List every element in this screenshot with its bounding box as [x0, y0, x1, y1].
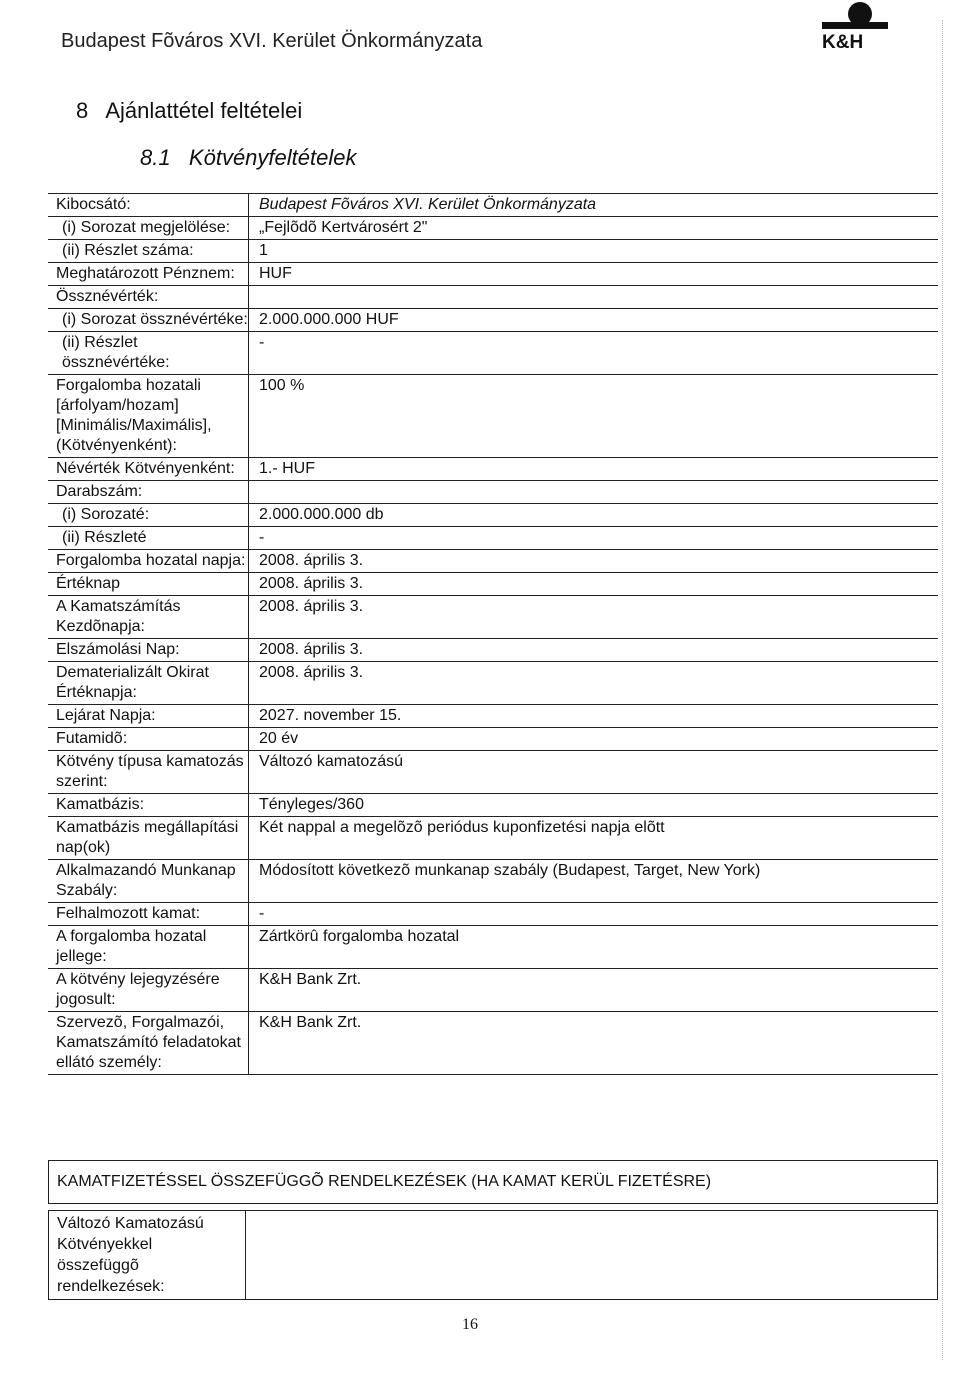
table-row [48, 217, 938, 240]
row-value: 2.000.000.000 db [249, 504, 939, 527]
table-row [49, 1211, 938, 1300]
row-label: A Kamatszámítás Kezdõnapja: [48, 596, 249, 639]
row-label: Kamatbázis megállapítási nap(ok) [48, 817, 249, 860]
table-row [48, 309, 938, 332]
table-row [48, 903, 938, 926]
row-value: Két nappal a megelõzõ periódus kuponfizetési napja elõtt [249, 817, 939, 860]
row-value: - [249, 527, 939, 550]
logo-bar-icon [822, 22, 888, 29]
row-label: Elszámolási Nap: [48, 639, 249, 662]
table-row [48, 332, 938, 375]
header-title: Budapest Fõváros XVI. Kerület Önkormányzata [61, 30, 483, 52]
table-row [48, 817, 938, 860]
row-value: „Fejlõdõ Kertvárosért 2" [249, 217, 939, 240]
row-label: (i) Sorozat össznévértéke: [48, 309, 249, 332]
section-subheading: 8.1 Kötvényfeltételek [140, 145, 357, 170]
row-value: 100 % [249, 375, 939, 458]
row-value: 2008. április 3. [249, 573, 939, 596]
row-label: Kötvény típusa kamatozás szerint: [48, 751, 249, 794]
row-value: - [249, 903, 939, 926]
row-label: Kibocsátó: [48, 194, 249, 217]
table-row [48, 596, 938, 639]
row-label: Kamatbázis: [48, 794, 249, 817]
table-row [48, 375, 938, 458]
row-value: Zártkörû forgalomba hozatal [249, 926, 939, 969]
table-row [48, 286, 938, 309]
table-row [48, 662, 938, 705]
table-row [48, 240, 938, 263]
row-label: (ii) Részlet össznévértéke: [48, 332, 249, 375]
bond-terms-table [48, 193, 938, 1075]
row-label: Meghatározott Pénznem: [48, 263, 249, 286]
table-row [48, 550, 938, 573]
row-label: Össznévérték: [48, 286, 249, 309]
row-label: (ii) Részleté [48, 527, 249, 550]
row-value: K&H Bank Zrt. [249, 969, 939, 1012]
row-label: (i) Sorozat megjelölése: [48, 217, 249, 240]
table-row [48, 969, 938, 1012]
row-label: Forgalomba hozatal napja: [48, 550, 249, 573]
table-row [48, 263, 938, 286]
row-value: HUF [249, 263, 939, 286]
row-value: 2008. április 3. [249, 662, 939, 705]
row-label: Névérték Kötvényenként: [48, 458, 249, 481]
logo-text: K&H [822, 32, 864, 53]
row-label: Felhalmozott kamat: [48, 903, 249, 926]
table-row [48, 458, 938, 481]
row-value: Budapest Fõváros XVI. Kerület Önkormányzata [249, 194, 939, 217]
row-value: K&H Bank Zrt. [249, 1012, 939, 1075]
row-value: Tényleges/360 [249, 794, 939, 817]
table-row [48, 705, 938, 728]
row-label: A forgalomba hozatal jellege: [48, 926, 249, 969]
table-row [48, 1012, 938, 1075]
table-row [48, 860, 938, 903]
row-label: Dematerializált Okirat Értéknapja: [48, 662, 249, 705]
row-value: Módosított következõ munkanap szabály (Budapest, Target, New York) [249, 860, 939, 903]
row-label: Értéknap [48, 573, 249, 596]
row-value: 2008. április 3. [249, 550, 939, 573]
row-value: 2008. április 3. [249, 639, 939, 662]
page-number: 16 [462, 1316, 478, 1333]
row-value: Változó kamatozású [249, 751, 939, 794]
table-row [48, 751, 938, 794]
table-row [48, 481, 938, 504]
table-row [48, 639, 938, 662]
row-value: 2008. április 3. [249, 596, 939, 639]
row-value [249, 286, 939, 309]
row-value: 20 év [249, 728, 939, 751]
row-value: 1.- HUF [249, 458, 939, 481]
table-row [48, 527, 938, 550]
variable-rate-value [246, 1211, 938, 1300]
table-row [48, 573, 938, 596]
kh-logo [818, 0, 890, 60]
row-value: 1 [249, 240, 939, 263]
row-value: 2.000.000.000 HUF [249, 309, 939, 332]
row-label: Szervezõ, Forgalmazói, Kamatszámító feladatokat ellátó személy: [48, 1012, 249, 1075]
kamat-section-title: KAMATFIZETÉSSEL ÖSSZEFÜGGÕ RENDELKEZÉSEK (HA KAMAT KERÜL FIZETÉSRE) [57, 1173, 712, 1190]
row-label: (i) Sorozaté: [48, 504, 249, 527]
table-row [48, 728, 938, 751]
row-value [249, 481, 939, 504]
table-row [48, 926, 938, 969]
row-label: Alkalmazandó Munkanap Szabály: [48, 860, 249, 903]
variable-rate-table [48, 1210, 938, 1300]
row-label: A kötvény lejegyzésére jogosult: [48, 969, 249, 1012]
kamat-section-box [48, 1160, 938, 1204]
table-row [48, 794, 938, 817]
table-row [48, 194, 938, 217]
row-label: Lejárat Napja: [48, 705, 249, 728]
row-value: - [249, 332, 939, 375]
section-heading: 8 Ajánlattétel feltételei [76, 98, 303, 123]
row-label: Futamidõ: [48, 728, 249, 751]
row-value: 2027. november 15. [249, 705, 939, 728]
row-label: (ii) Részlet száma: [48, 240, 249, 263]
row-label: Darabszám: [48, 481, 249, 504]
variable-rate-label: Változó Kamatozású Kötvényekkel összefüggõ rendelkezések: [49, 1211, 246, 1300]
page-edge-divider [942, 20, 944, 1360]
table-row [48, 504, 938, 527]
row-label: Forgalomba hozatali [árfolyam/hozam] [Minimális/Maximális], (Kötvényenként): [48, 375, 249, 458]
